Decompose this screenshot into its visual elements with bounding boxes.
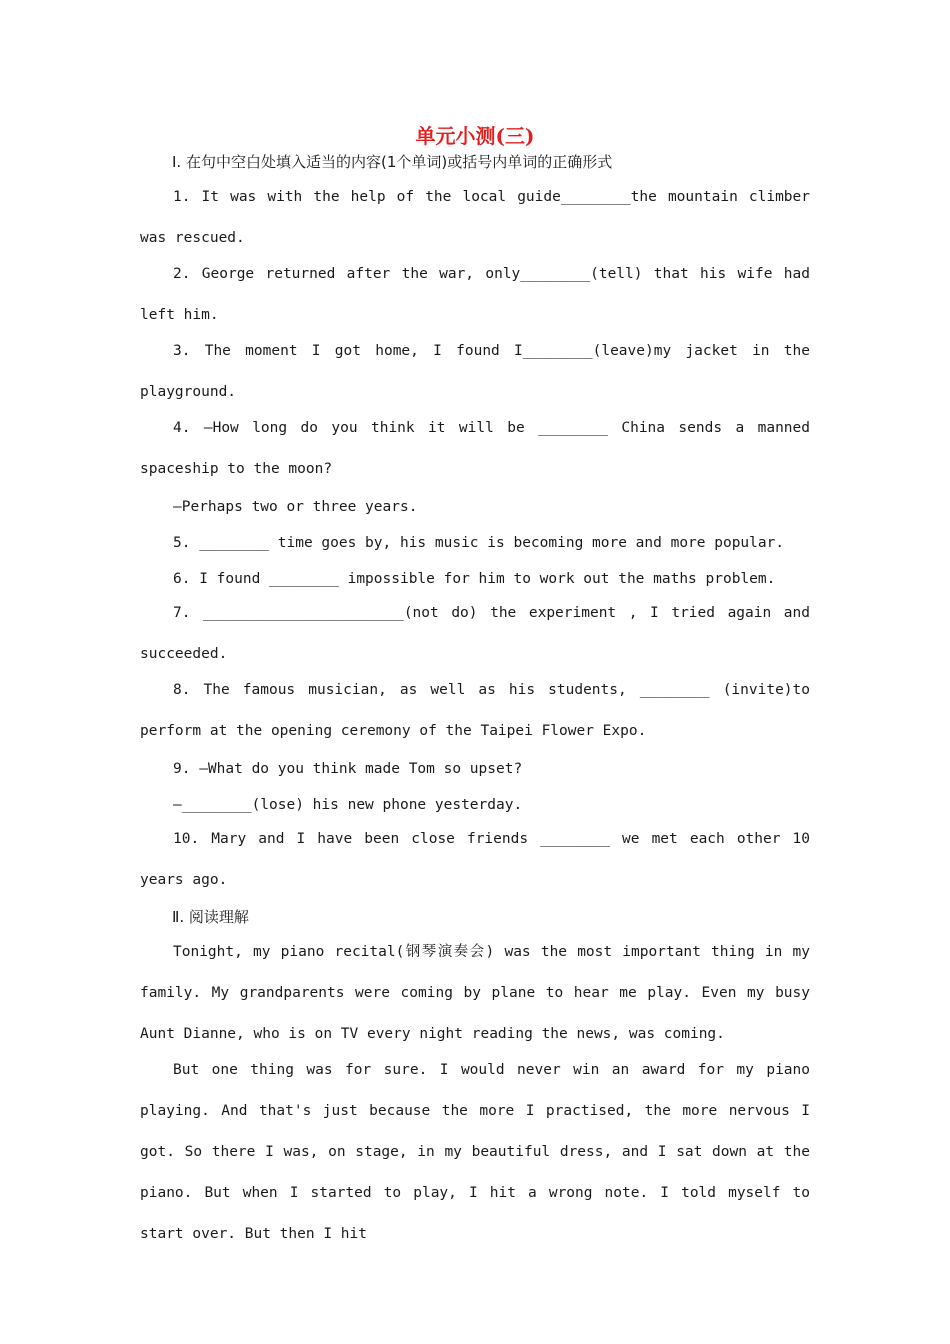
question-8-text: 8. The famous musician, as well as his students, ________ (invite)to perform at the opening ceremony of the Taipei Flower Expo. [140, 682, 810, 739]
question-8 [140, 670, 810, 752]
reading-paragraph-1 [140, 932, 810, 1055]
question-4-answer: —Perhaps two or three years. [173, 499, 418, 515]
question-3-text: 3. The moment I got home, I found I________(leave)my jacket in the playground. [140, 343, 810, 400]
reading-paragraph-2-text: But one thing was for sure. I would never win an award for my piano playing. And that's just because the more I practised, the more nervous I got. So there I was, on stage, in my beautiful dress, and I sat down at the piano. But when I started to play, I hit a wrong note. I told myself to start over. But then I hit [140, 1062, 810, 1242]
question-7-text: 7. _______________________(not do) the experiment , I tried again and succeeded. [140, 605, 810, 662]
question-10 [140, 819, 810, 901]
question-9: 9. —What do you think made Tom so upset? [173, 761, 523, 777]
question-9-answer: —________(lose) his new phone yesterday. [173, 797, 523, 813]
section-heading-reading: Ⅱ. 阅读理解 [172, 908, 249, 926]
question-3 [140, 331, 810, 413]
question-1-text: 1. It was with the help of the local guide________the mountain climber was rescued. [140, 189, 810, 246]
page-title: 单元小测(三) [415, 124, 535, 148]
reading-paragraph-2 [140, 1050, 810, 1255]
question-1 [140, 177, 810, 259]
question-10-text: 10. Mary and I have been close friends ________ we met each other 10 years ago. [140, 831, 810, 888]
question-7 [140, 593, 810, 675]
question-4-text: 4. —How long do you think it will be ________ China sends a manned spaceship to the moon? [140, 420, 810, 477]
section-heading-fill-in: Ⅰ. 在句中空白处填入适当的内容(1个单词)或括号内单词的正确形式 [172, 153, 613, 171]
question-2-text: 2. George returned after the war, only________(tell) that his wife had left him. [140, 266, 810, 323]
reading-paragraph-1-text: Tonight, my piano recital(钢琴演奏会) was the most important thing in my family. My grandparents were coming by plane to hear me play. Even my busy Aunt Dianne, who is on TV every night reading the news, was coming. [140, 944, 810, 1042]
question-2 [140, 254, 810, 336]
question-6: 6. I found ________ impossible for him to work out the maths problem. [173, 571, 776, 587]
question-4 [140, 408, 810, 490]
question-5: 5. ________ time goes by, his music is becoming more and more popular. [173, 535, 785, 551]
